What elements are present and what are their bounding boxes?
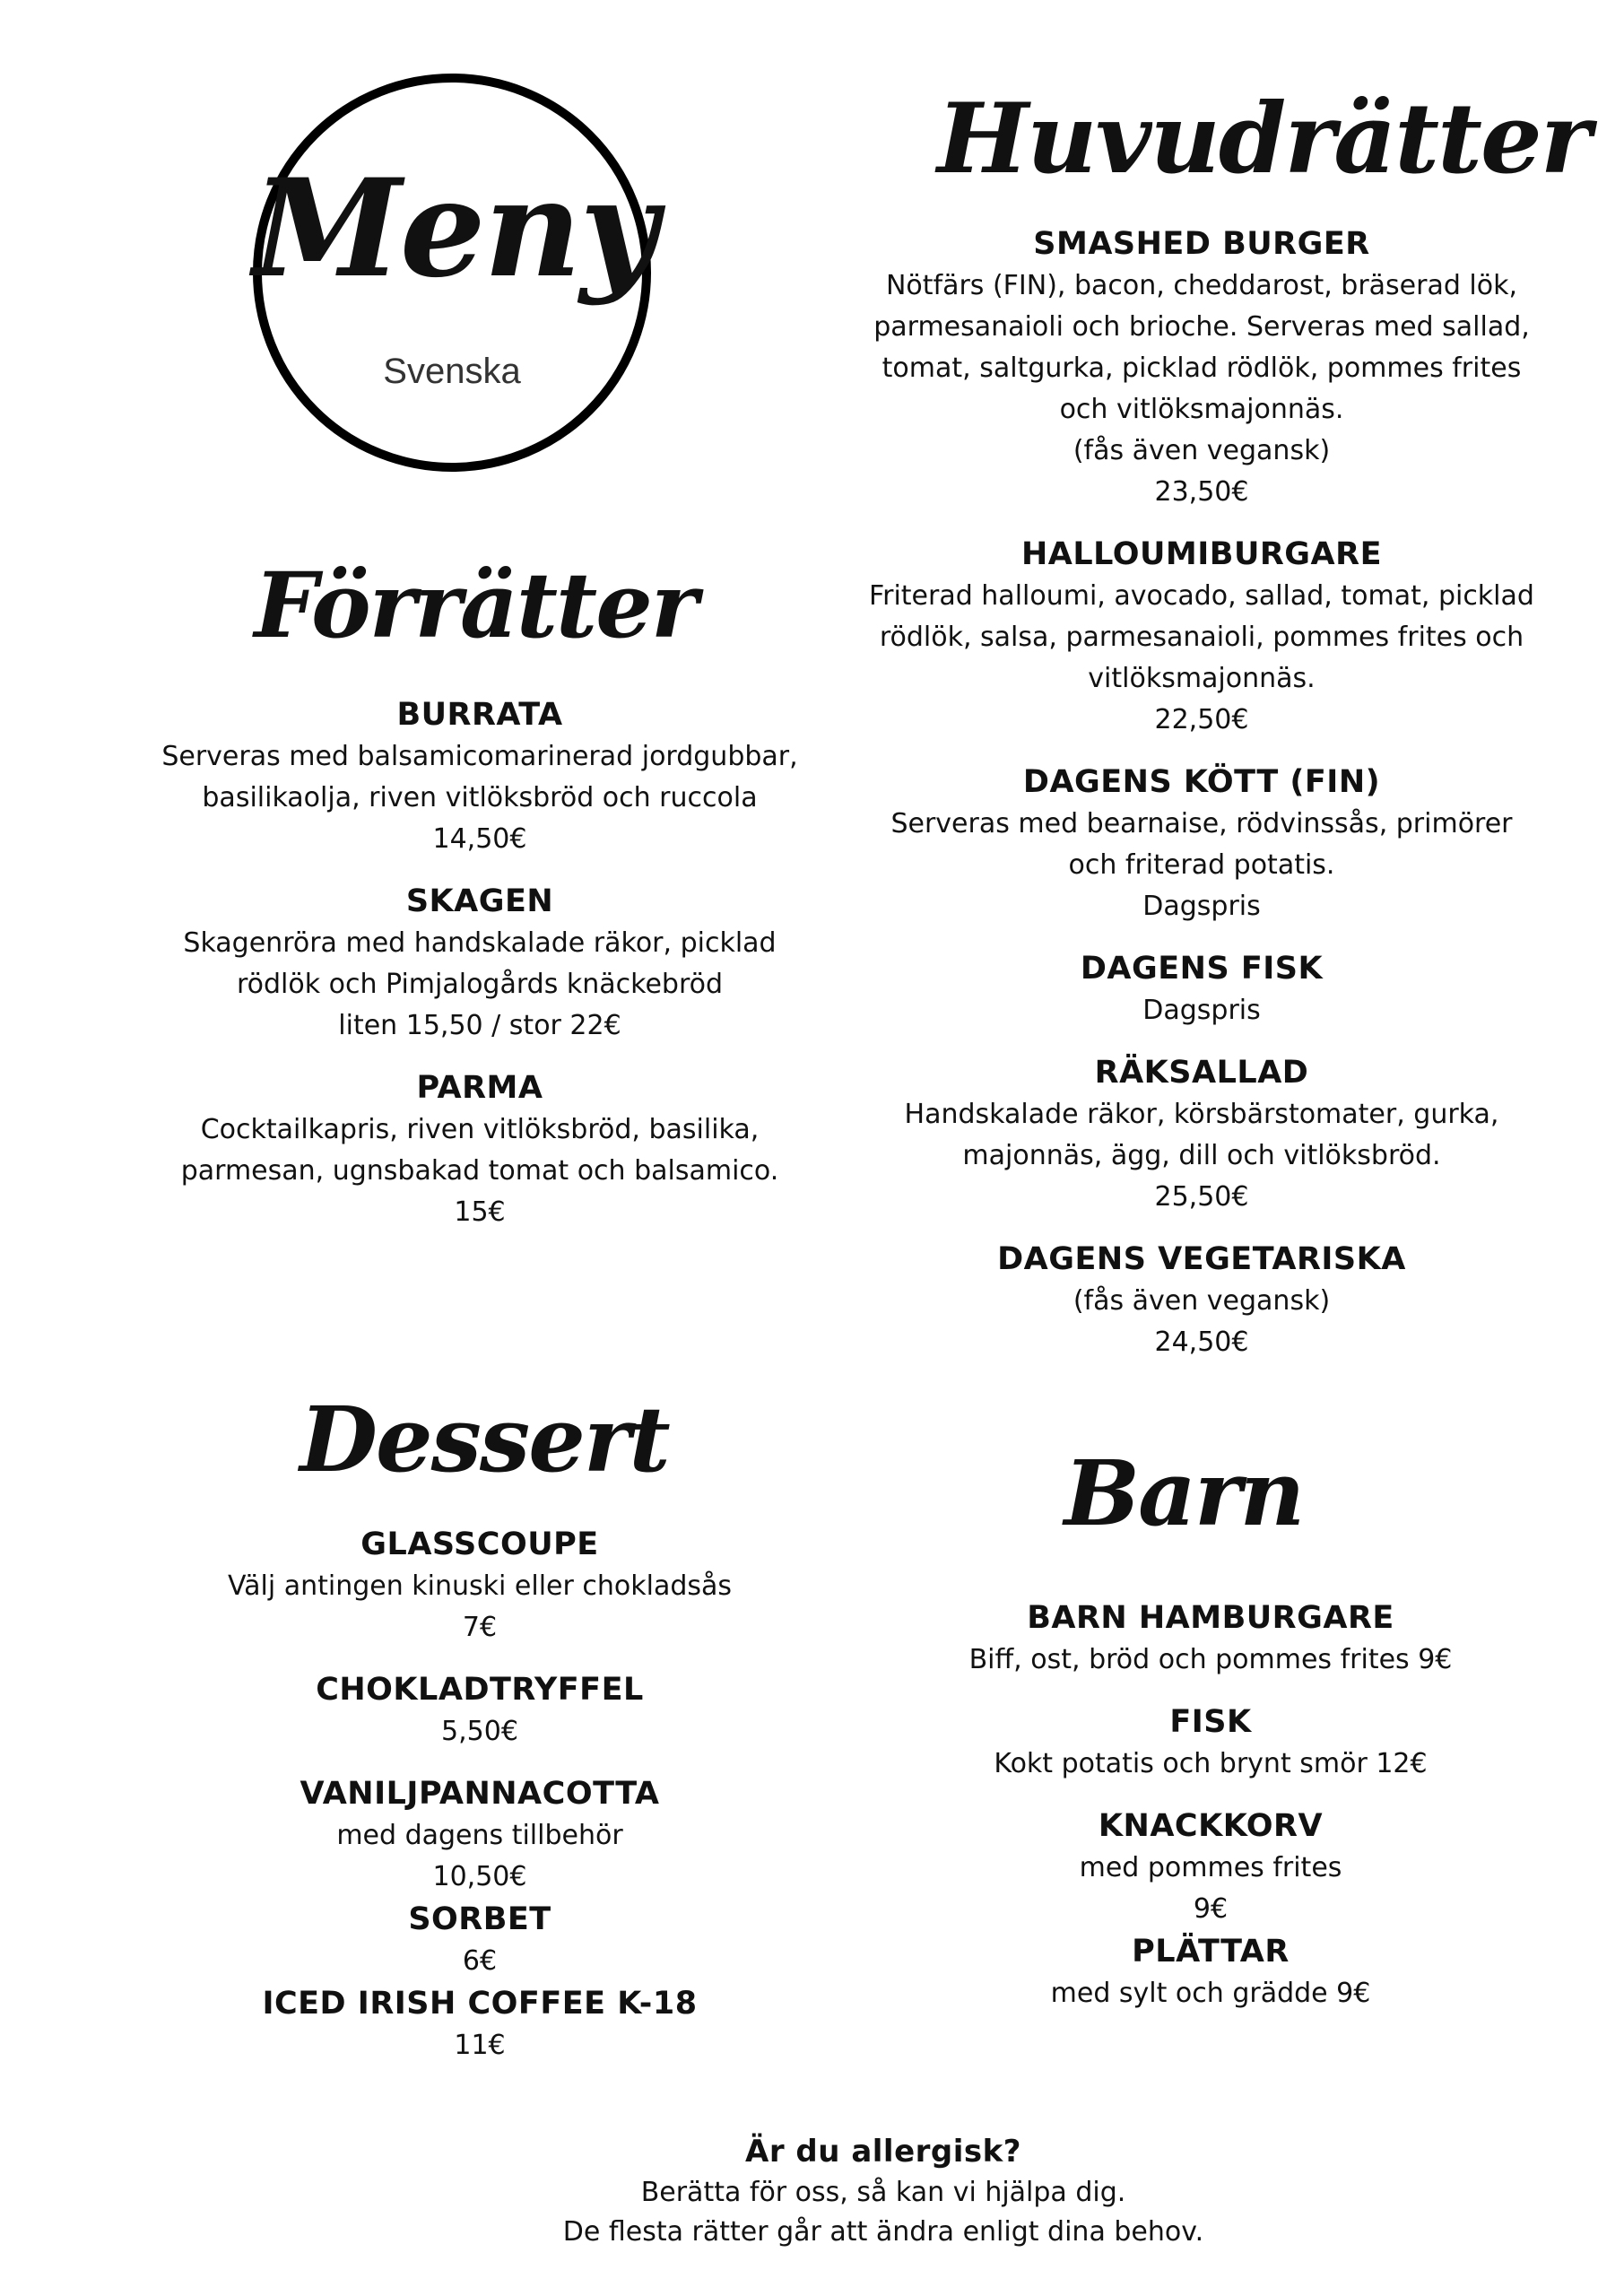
item-line: rödlök, salsa, parmesanaioli, pommes frites och — [879, 622, 1524, 653]
item-line: och friterad potatis. — [1068, 849, 1335, 881]
item-name: SORBET — [408, 1901, 551, 1937]
item-name: GLASSCOUPE — [360, 1526, 599, 1562]
menu-item — [852, 222, 1551, 513]
menu-item — [897, 1596, 1524, 1681]
item-line: Kokt potatis och brynt smör 12€ — [994, 1748, 1428, 1779]
menu-item — [135, 1772, 825, 1898]
item-price: 11€ — [454, 2030, 506, 2061]
item-name: VANILJPANNACOTTA — [300, 1776, 660, 1812]
item-line: Skagenröra med handskalade räkor, picklad — [183, 927, 777, 959]
item-name: PARMA — [416, 1070, 543, 1106]
dessert-heading: Dessert — [300, 1387, 669, 1492]
kids-list — [897, 1596, 1524, 2014]
allergy-line: De flesta rätter går att ändra enligt dina behov. — [562, 2216, 1204, 2248]
item-price: liten 15,50 / stor 22€ — [338, 1010, 621, 1041]
item-line: (fås även vegansk) — [1073, 1285, 1331, 1317]
menu-item — [897, 1805, 1524, 1930]
item-name: RÄKSALLAD — [1094, 1055, 1309, 1091]
item-line: Handskalade räkor, körsbärstomater, gurka, — [904, 1099, 1499, 1130]
item-line: majonnäs, ägg, dill och vitlöksbröd. — [962, 1140, 1441, 1171]
menu-item — [135, 1898, 825, 1982]
item-line: Biff, ost, bröd och pommes frites 9€ — [968, 1644, 1453, 1675]
item-price: 25,50€ — [1154, 1181, 1249, 1213]
item-name: HALLOUMIBURGARE — [1021, 536, 1382, 572]
item-price: 23,50€ — [1154, 476, 1249, 508]
logo-title: Meny — [253, 150, 656, 308]
mains-heading: Huvudrätter — [937, 83, 1590, 196]
menu-item — [852, 1051, 1551, 1218]
item-price: 7€ — [462, 1612, 498, 1643]
item-price: 9€ — [1193, 1893, 1229, 1925]
menu-item — [135, 1066, 825, 1233]
item-line: tomat, saltgurka, picklad rödlök, pommes frites — [881, 352, 1522, 384]
item-price: 5,50€ — [441, 1716, 518, 1747]
menu-item — [135, 1668, 825, 1752]
item-price: 6€ — [462, 1945, 498, 1977]
menu-item — [135, 1982, 825, 2066]
item-name: SMASHED BURGER — [1033, 226, 1370, 262]
item-name: DAGENS FISK — [1080, 951, 1324, 987]
kids-heading: Barn — [1064, 1440, 1304, 1546]
menu-item — [852, 947, 1551, 1031]
item-line: parmesan, ugnsbakad tomat och balsamico. — [180, 1155, 779, 1187]
allergy-title: Är du allergisk? — [745, 2134, 1021, 2170]
item-line: Cocktailkapris, riven vitlöksbröd, basilika, — [200, 1114, 760, 1145]
item-name: ICED IRISH COFFEE K-18 — [262, 1986, 698, 2022]
item-name: DAGENS KÖTT (FIN) — [1022, 764, 1381, 800]
item-line: parmesanaioli och brioche. Serveras med sallad, — [873, 311, 1530, 343]
menu-item — [135, 693, 825, 860]
item-price: 24,50€ — [1154, 1326, 1249, 1358]
item-name: PLÄTTAR — [1132, 1934, 1290, 1970]
item-line: (fås även vegansk) — [1073, 435, 1331, 466]
item-line: basilikaolja, riven vitlöksbröd och ruccola — [202, 782, 758, 813]
item-price: Dagspris — [1142, 891, 1261, 922]
item-price: 22,50€ — [1154, 704, 1249, 735]
item-name: KNACKKORV — [1098, 1808, 1324, 1844]
item-name: SKAGEN — [405, 883, 554, 919]
menu-item — [897, 1700, 1524, 1785]
menu-item — [897, 1930, 1524, 2014]
item-name: DAGENS VEGETARISKA — [997, 1241, 1406, 1277]
item-price: Dagspris — [1142, 995, 1261, 1026]
item-line: med dagens tillbehör — [336, 1820, 623, 1851]
item-price: 10,50€ — [432, 1861, 527, 1892]
allergy-note — [453, 2130, 1314, 2252]
item-line: Friterad halloumi, avocado, sallad, tomat, picklad — [869, 580, 1534, 612]
starters-heading: Förrätter — [254, 552, 697, 658]
item-line: Nötfärs (FIN), bacon, cheddarost, bräserad lök, — [885, 270, 1518, 301]
item-name: FISK — [1169, 1704, 1252, 1740]
item-line: Välj antingen kinuski eller chokladsås — [227, 1570, 733, 1602]
item-name: BURRATA — [396, 697, 563, 733]
allergy-line: Berätta för oss, så kan vi hjälpa dig. — [640, 2177, 1126, 2208]
item-line: Serveras med balsamicomarinerad jordgubbar, — [161, 741, 798, 772]
desserts-list — [135, 1523, 825, 2066]
logo-subtitle: Svenska — [383, 352, 521, 391]
item-price: 14,50€ — [432, 823, 527, 855]
item-line: och vitlöksmajonnäs. — [1059, 394, 1344, 425]
starters-list — [135, 693, 825, 1233]
menu-item — [852, 533, 1551, 741]
item-line: rödlök och Pimjalogårds knäckebröd — [236, 969, 724, 1000]
menu-item — [852, 1238, 1551, 1363]
menu-item — [135, 880, 825, 1047]
mains-list — [852, 222, 1551, 1363]
item-line: Serveras med bearnaise, rödvinssås, primörer — [890, 808, 1513, 839]
item-line: med sylt och grädde 9€ — [1050, 1978, 1371, 2009]
item-line: vitlöksmajonnäs. — [1088, 663, 1316, 694]
item-name: CHOKLADTRYFFEL — [316, 1672, 644, 1708]
item-name: BARN HAMBURGARE — [1027, 1600, 1394, 1636]
menu-item — [135, 1523, 825, 1648]
item-price: 15€ — [454, 1196, 506, 1228]
menu-item — [852, 761, 1551, 927]
item-line: med pommes frites — [1079, 1852, 1342, 1883]
